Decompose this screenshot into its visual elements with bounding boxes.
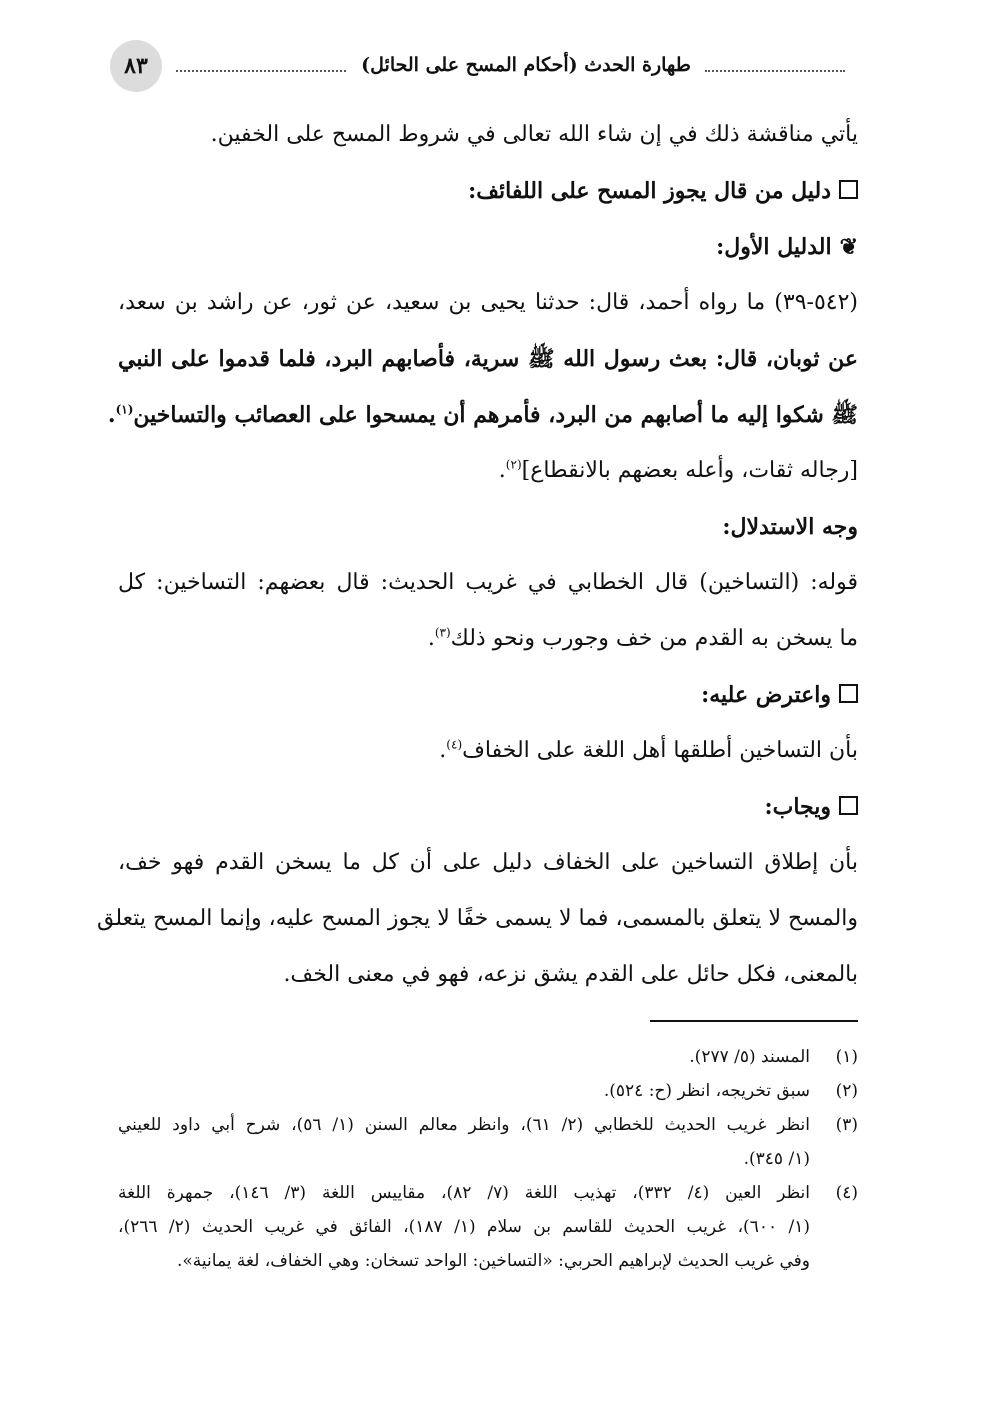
text-line: [118, 278, 858, 334]
line-punctuation: .: [498, 458, 506, 483]
footnote-reference[interactable]: (١): [115, 402, 134, 417]
footnote: [118, 1108, 858, 1176]
footnote-number: (٢): [835, 1081, 858, 1101]
line-text: والمسح لا يتعلق بالمسمى، فما لا يسمى خفًا لا يجوز المسح عليه، وإنما المسح يتعلق: [96, 906, 858, 931]
header-dotted-rule-left: [176, 70, 346, 72]
section-heading: [118, 166, 858, 222]
line-text: (٥٤٢-٣٩) ما رواه أحمد، قال: حدثنا يحيى بن سعيد، عن ثور، عن راشد بن سعد،: [118, 290, 858, 315]
line-text: بأن إطلاق التساخين على الخفاف دليل على أن كل ما يسخن القدم فهو خف،: [118, 850, 858, 875]
line-text: بأن التساخين أطلقها أهل اللغة على الخفاف: [462, 738, 858, 763]
text-line: [118, 838, 858, 894]
footnote-separator: [650, 1020, 858, 1022]
line-text: دليل من قال يجوز المسح على اللفائف:: [468, 178, 831, 204]
header-dotted-rule-right: [705, 70, 845, 72]
line-punctuation: .: [107, 402, 116, 428]
page-number: ٨٣: [110, 40, 162, 92]
text-line: [96, 894, 858, 950]
footnote-reference[interactable]: (٢): [505, 457, 522, 472]
line-text: ما يسخن به القدم من خف وجورب ونحو ذلك: [450, 626, 858, 651]
text-line: [107, 390, 858, 446]
line-text: الدليل الأول:: [716, 234, 832, 260]
footnote-number: (١): [835, 1047, 858, 1067]
page-header: [110, 40, 845, 100]
line-text: بالمعنى، فكل حائل على القدم يشق نزعه، فهو في معنى الخف.: [283, 962, 858, 987]
checkbox-bullet-icon: [839, 684, 858, 703]
footnote-text: (١/ ٦٠٠)، غريب الحديث للقاسم بن سلام (١/ ١٨٧)، الفائق في غريب الحديث (٢/ ٢٦٦)،: [118, 1217, 811, 1237]
footnote: [118, 1176, 858, 1278]
footnotes: [118, 1040, 858, 1278]
line-text: قوله: (التساخين) قال الخطابي في غريب الحديث: قال بعضهم: التساخين: كل: [118, 570, 858, 595]
line-punctuation: .: [427, 626, 435, 651]
text-line: [118, 502, 858, 558]
section-heading: [118, 782, 858, 838]
line-text: ويجاب:: [764, 794, 831, 820]
text-line: [118, 334, 858, 390]
line-text: يأتي مناقشة ذلك في إن شاء الله تعالى في شروط المسح على الخفين.: [210, 122, 858, 147]
line-punctuation: .: [439, 738, 447, 763]
text-line: [118, 614, 858, 670]
section-heading: [118, 670, 858, 726]
footnote-text: انظر العين (٤/ ٣٣٢)، تهذيب اللغة (٧/ ٨٢)، مقاييس اللغة (٣/ ١٤٦)، جمهرة اللغة: [118, 1183, 810, 1203]
footnote-text: انظر غريب الحديث للخطابي (٢/ ٦١)، وانظر معالم السنن (١/ ٥٦)، شرح أبي داود للعيني: [118, 1115, 810, 1135]
line-text: ﷺ شكوا إليه ما أصابهم من البرد، فأمرهم أن يمسحوا على العصائب والتساخين: [133, 402, 858, 428]
line-text: واعترض عليه:: [701, 682, 831, 708]
footnote-text: المسند (٥/ ٢٧٧).: [689, 1047, 810, 1067]
line-text: عن ثوبان، قال: بعث رسول الله ﷺ سرية، فأصابهم البرد، فلما قدموا على النبي: [118, 346, 858, 372]
footnote-number: (٤): [835, 1183, 858, 1203]
main-text: [96, 110, 858, 1006]
checkbox-bullet-icon: [839, 180, 858, 199]
footnote-text: سبق تخريجه، انظر (ح: ٥٢٤).: [603, 1081, 810, 1101]
fleuron-icon: ❦: [839, 234, 858, 260]
checkbox-bullet-icon: [839, 796, 858, 815]
text-line: [118, 446, 858, 502]
footnote-reference[interactable]: (٤): [446, 737, 463, 752]
text-line: [118, 110, 858, 166]
text-line: [118, 558, 858, 614]
running-title: طهارة الحدث (أحكام المسح على الحائل): [361, 54, 691, 76]
footnote-text: وفي غريب الحديث لإبراهيم الحربي: «التساخين: الواحد تسخان: وهي الخفاف، لغة يمانية».: [176, 1251, 810, 1271]
text-line: [118, 726, 858, 782]
footnote-number: (٣): [835, 1115, 858, 1135]
footnote-text: (١/ ٣٤٥).: [743, 1149, 810, 1169]
section-heading: [118, 222, 858, 278]
footnote-reference[interactable]: (٣): [434, 625, 451, 640]
footnote: [118, 1040, 858, 1074]
line-text: [رجاله ثقات، وأعله بعضهم بالانقطاع]: [521, 458, 858, 483]
line-text: وجه الاستدلال:: [722, 514, 858, 540]
text-line: [118, 950, 858, 1006]
footnote: [118, 1074, 858, 1108]
